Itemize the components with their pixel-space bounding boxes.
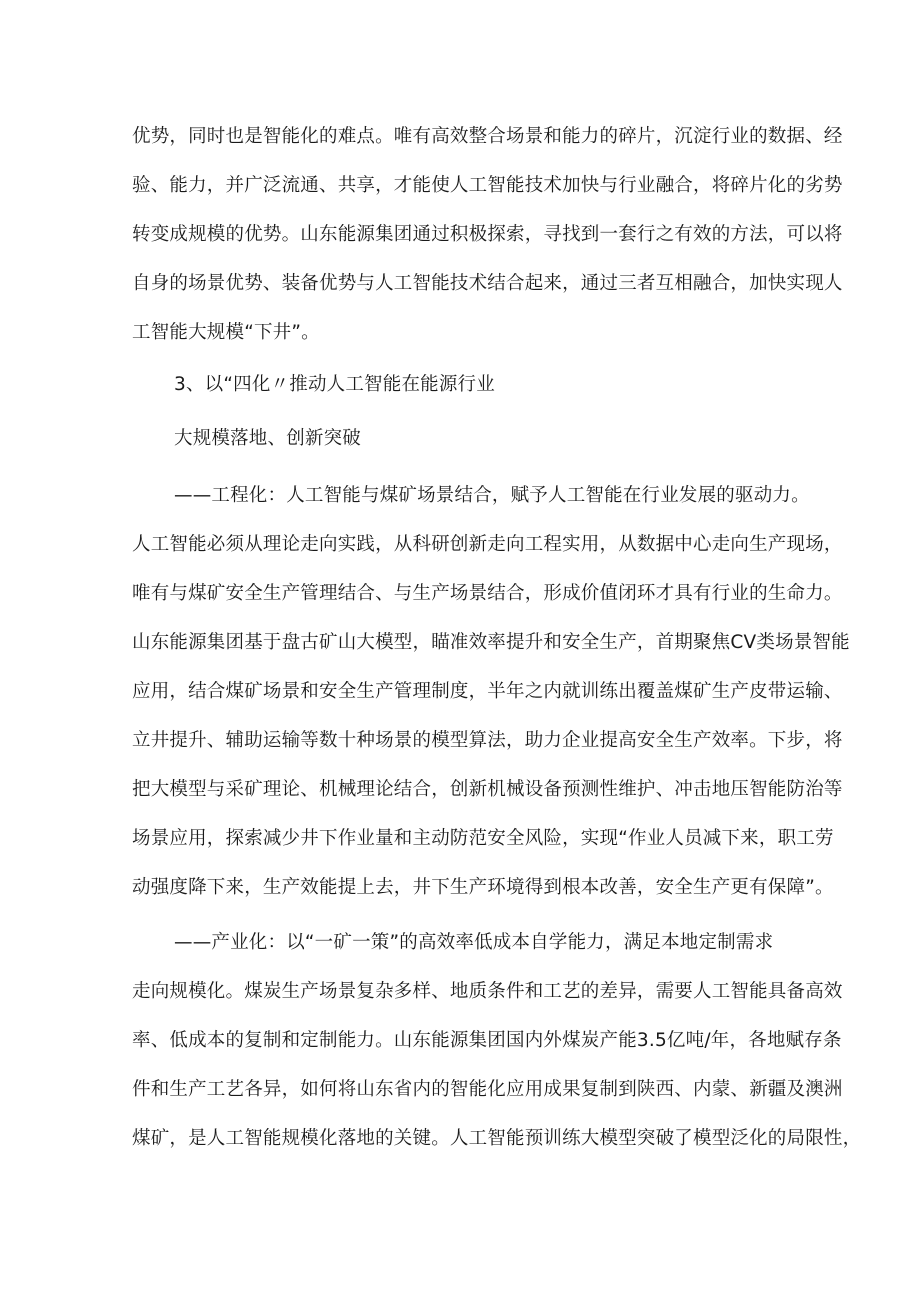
engineering-para-line-8: 场景应用，探索减少井下作业量和主动防范安全风险，实现“作业人员减下来，职工劳 — [132, 828, 834, 849]
industrial-para-line-5: 煤矿，是人工智能规模化落地的关键。人工智能预训练大模型突破了模型泛化的局限性， — [132, 1128, 862, 1149]
section-heading-line-1: 3、以“四化〃推动人工智能在能源行业 — [174, 374, 495, 395]
industrial-para-line-3: 率、低成本的复制和定制能力。山东能源集团国内外煤炭产能3.5亿吨/年，各地赋存条 — [132, 1030, 842, 1051]
industrial-para-line-1: ——产业化：以“一矿一策”的高效率低成本自学能力，满足本地定制需求 — [174, 932, 774, 953]
section-heading-line-2: 大规模落地、创新突破 — [174, 428, 362, 449]
intro-line-5: 工智能大规模“下井”。 — [132, 322, 320, 343]
intro-line-1: 优势，同时也是智能化的难点。唯有高效整合场景和能力的碎片，沉淀行业的数据、经 — [132, 126, 843, 147]
engineering-para-line-3: 唯有与煤矿安全生产管理结合、与生产场景结合，形成价值闭环才具有行业的生命力。 — [132, 583, 843, 604]
engineering-para-line-9: 动强度降下来，生产效能提上去，井下生产环境得到根本改善，安全生产更有保障”。 — [132, 877, 834, 898]
intro-line-2: 验、能力，并广泛流通、共享，才能使人工智能技术加快与行业融合，将碎片化的劣势 — [132, 175, 843, 196]
intro-line-3: 转变成规模的优势。山东能源集团通过积极探索，寻找到一套行之有效的方法，可以将 — [132, 224, 843, 245]
engineering-para-line-1: ——工程化：人工智能与煤矿场景结合，赋予人工智能在行业发展的驱动力。 — [174, 485, 810, 506]
engineering-para-line-5: 应用，结合煤矿场景和安全生产管理制度，半年之内就训练出覆盖煤矿生产皮带运输、 — [132, 681, 843, 702]
engineering-para-line-7: 把大模型与采矿理论、机械理论结合，创新机械设备预测性维护、冲击地压智能防治等 — [132, 779, 843, 800]
engineering-para-line-6: 立井提升、辅助运输等数十种场景的模型算法，助力企业提高安全生产效率。下步，将 — [132, 730, 843, 751]
industrial-para-line-2: 走向规模化。煤炭生产场景复杂多样、地质条件和工艺的差异，需要人工智能具备高效 — [132, 981, 843, 1002]
industrial-para-line-4: 件和生产工艺各异，如何将山东省内的智能化应用成果复制到陕西、内蒙、新疆及澳洲 — [132, 1079, 843, 1100]
engineering-para-line-4: 山东能源集团基于盘古矿山大模型，瞄准效率提升和安全生产，首期聚焦CV类场景智能 — [132, 632, 850, 653]
intro-line-4: 自身的场景优势、装备优势与人工智能技术结合起来，通过三者互相融合，加快实现人 — [132, 273, 843, 294]
engineering-para-line-2: 人工智能必须从理论走向实践，从科研创新走向工程实用，从数据中心走向生产现场， — [132, 534, 843, 555]
